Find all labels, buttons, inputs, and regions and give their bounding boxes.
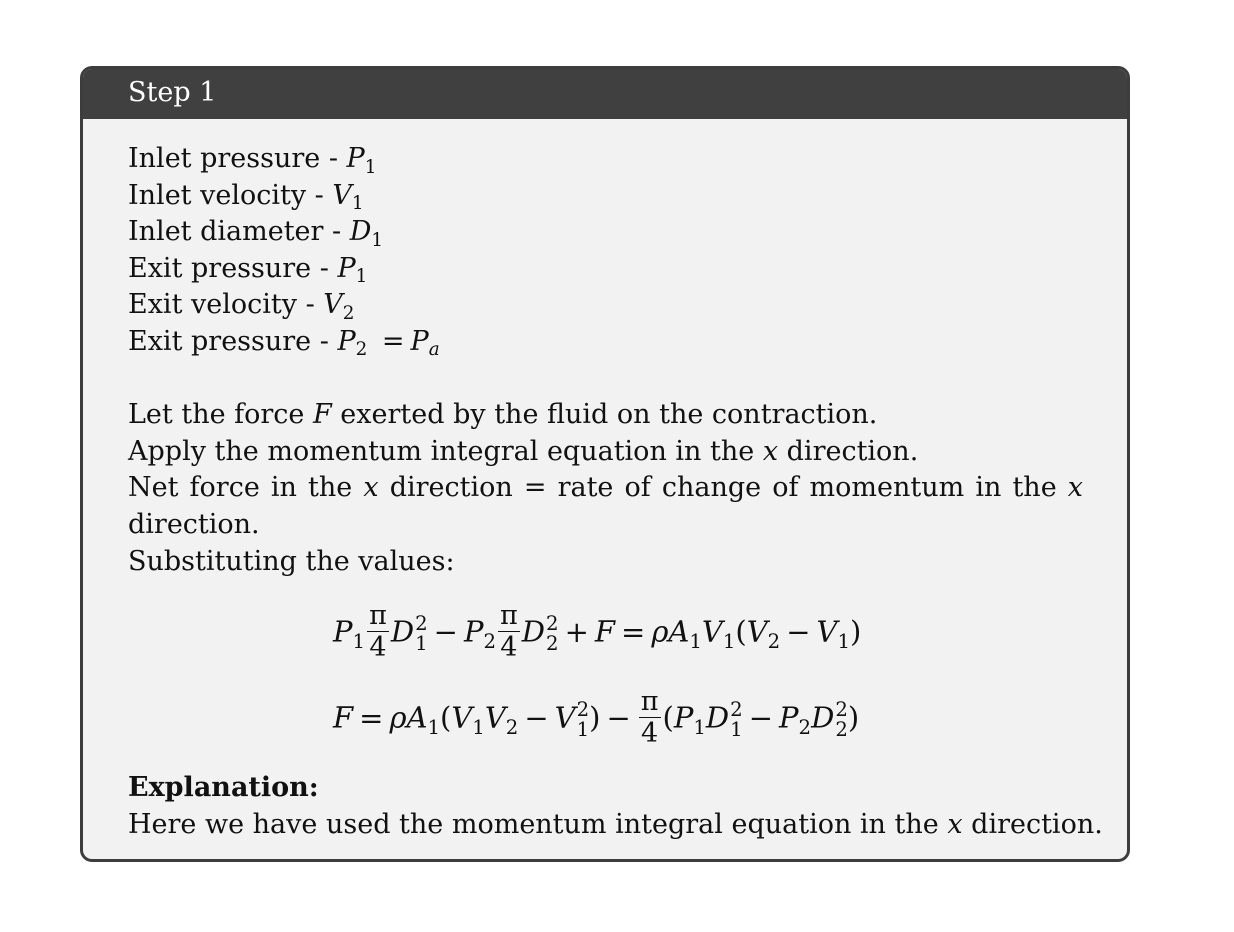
step-header (83, 69, 1127, 119)
substituting-label: Substituting the values: (128, 545, 455, 577)
momentum-equation: $P_1$ $\frac{\pi}{4}$ D 2 1 − $P_2$ $\frac{\pi}{4}$ D 2 2 + $F = \rho A_1V_1(V_2 - V_1)$ (333, 600, 862, 664)
given-item-inlet-velocity: Inlet velocity - $V_1$ (128, 179, 364, 215)
explanation-text: Here we have used the momentum integral equation in the x direction. (128, 808, 1103, 840)
given-item-exit-velocity: Exit velocity - $V_2$ (128, 289, 355, 324)
equation-block (128, 580, 1083, 770)
apply-sentence: Apply the momentum integral equation in the x direction. (128, 435, 919, 467)
pi-over-4-fraction: $\frac{\pi}{4}$ (640, 686, 659, 750)
net-force-sentence: Net force in the x direction = rate of change of momentum in the x (128, 472, 1084, 504)
pi-over-4-fraction: $\frac{\pi}{4}$ (369, 600, 387, 664)
explanation-heading: Explanation: (128, 772, 319, 804)
pi-over-4-fraction: $\frac{\pi}{4}$ (500, 600, 518, 664)
given-item-inlet-pressure: Inlet pressure - $P_1$ (128, 143, 377, 178)
given-item-exit-pressure-atm: Exit pressure - $P_2 = P_a$ (128, 325, 440, 361)
step-card (80, 66, 1130, 862)
net-force-sentence-cont: direction. (128, 508, 260, 540)
given-item-inlet-diameter: Inlet diameter - $D_1$ (128, 216, 384, 251)
force-equation: $F = \rho A_1(V_1V_2 - V$ 2 1 ) − $\frac{\pi}{4}$ ($P_1D$ 2 1 − $P_2D$ 2 2 ) (333, 686, 860, 750)
step-title: Step 1 (128, 77, 217, 108)
step-body (83, 119, 1127, 843)
spacer (128, 361, 1083, 398)
given-item-exit-pressure: Exit pressure - $P_1$ (128, 252, 368, 288)
force-sentence: Let the force F exerted by the fluid on the contraction. (128, 399, 878, 431)
